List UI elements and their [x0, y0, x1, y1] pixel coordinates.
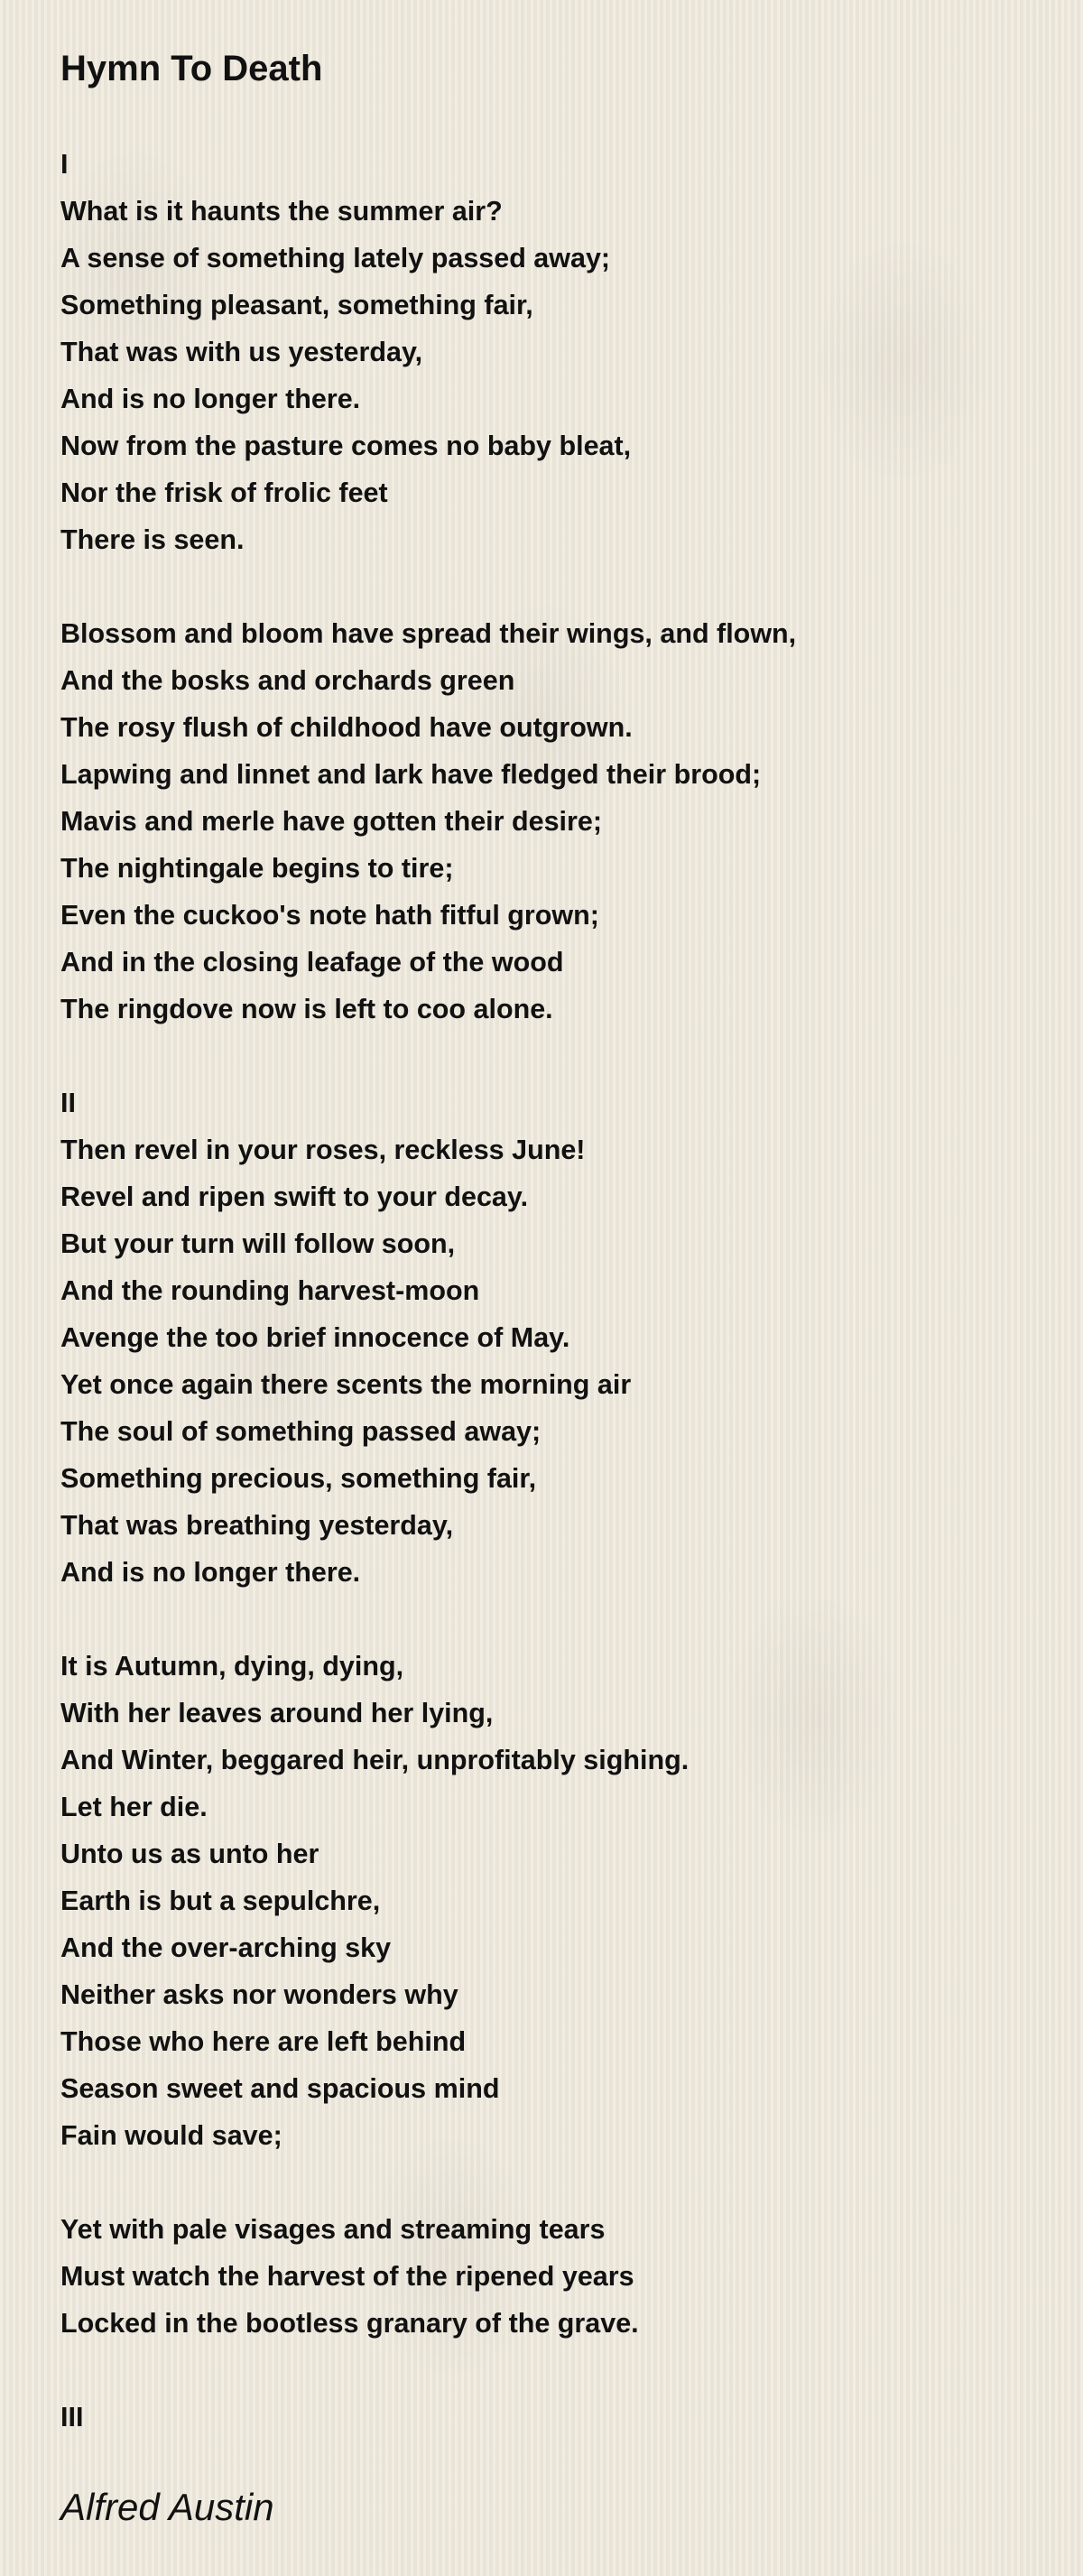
poem-line: Yet with pale visages and streaming tears: [60, 2214, 606, 2245]
poem-line: Unto us as unto her: [60, 1839, 319, 1869]
poem-title: Hymn To Death: [60, 49, 323, 88]
poem-line: That was with us yesterday,: [60, 337, 423, 367]
stanza-break: [60, 1596, 1053, 1643]
poem-line: Let her die.: [60, 1792, 208, 1822]
poem-line: The rosy flush of childhood have outgrown.: [60, 712, 633, 743]
poem-line: The soul of something passed away;: [60, 1416, 542, 1447]
poem-author: Alfred Austin: [60, 2486, 274, 2528]
poem-line: And the over-arching sky: [60, 1932, 392, 1963]
poem-line: Now from the pasture comes no baby bleat,: [60, 431, 632, 461]
poem-line: Blossom and bloom have spread their wings, and flown,: [60, 618, 797, 649]
poem-body: [60, 141, 1053, 2441]
poem-line: Something precious, something fair,: [60, 1463, 537, 1494]
poem-line: Then revel in your roses, reckless June!: [60, 1135, 586, 1165]
poem-line: And in the closing leafage of the wood: [60, 947, 564, 978]
poem-line: And is no longer there.: [60, 1557, 361, 1588]
poem-line: A sense of something lately passed away;: [60, 243, 611, 273]
poem-line: III: [60, 2402, 84, 2432]
poem-line: Neither asks nor wonders why: [60, 1979, 458, 2010]
poem-line: Those who here are left behind: [60, 2026, 467, 2057]
poem-line: Revel and ripen swift to your decay.: [60, 1181, 529, 1212]
poem-line: Even the cuckoo's note hath fitful grown;: [60, 900, 599, 931]
poem-line: And Winter, beggared heir, unprofitably sighing.: [60, 1745, 690, 1775]
poem-line: Locked in the bootless granary of the grave.: [60, 2308, 639, 2339]
poem-line: Fain would save;: [60, 2120, 282, 2151]
poem-line: Yet once again there scents the morning air: [60, 1369, 632, 1400]
poem-line: And the bosks and orchards green: [60, 665, 515, 696]
poem-line: What is it haunts the summer air?: [60, 196, 503, 227]
poem-page: [60, 0, 1053, 2441]
poem-line: The nightingale begins to tire;: [60, 853, 454, 884]
poem-line: I: [60, 149, 69, 180]
poem-line: That was breathing yesterday,: [60, 1510, 454, 1541]
poem-line: And is no longer there.: [60, 384, 361, 414]
poem-line: Nor the frisk of frolic feet: [60, 477, 388, 508]
poem-line: Season sweet and spacious mind: [60, 2073, 500, 2104]
poem-line: Must watch the harvest of the ripened years: [60, 2261, 634, 2292]
poem-line: II: [60, 1088, 76, 1118]
poem-line: And the rounding harvest-moon: [60, 1275, 480, 1306]
poem-line: Avenge the too brief innocence of May.: [60, 1322, 570, 1353]
poem-line: But your turn will follow soon,: [60, 1228, 456, 1259]
poem-line: Earth is but a sepulchre,: [60, 1886, 381, 1916]
poem-line: There is seen.: [60, 524, 245, 555]
poem-line: With her leaves around her lying,: [60, 1698, 494, 1728]
stanza-break: [60, 1033, 1053, 1080]
poem-line: It is Autumn, dying, dying,: [60, 1651, 404, 1682]
stanza-break: [60, 563, 1053, 610]
poem-line: Something pleasant, something fair,: [60, 290, 533, 320]
stanza-break: [60, 2347, 1053, 2394]
poem-line: Mavis and merle have gotten their desire;: [60, 806, 603, 837]
stanza-break: [60, 2159, 1053, 2206]
poem-line: The ringdove now is left to coo alone.: [60, 994, 553, 1024]
poem-line: Lapwing and linnet and lark have fledged their brood;: [60, 759, 762, 790]
